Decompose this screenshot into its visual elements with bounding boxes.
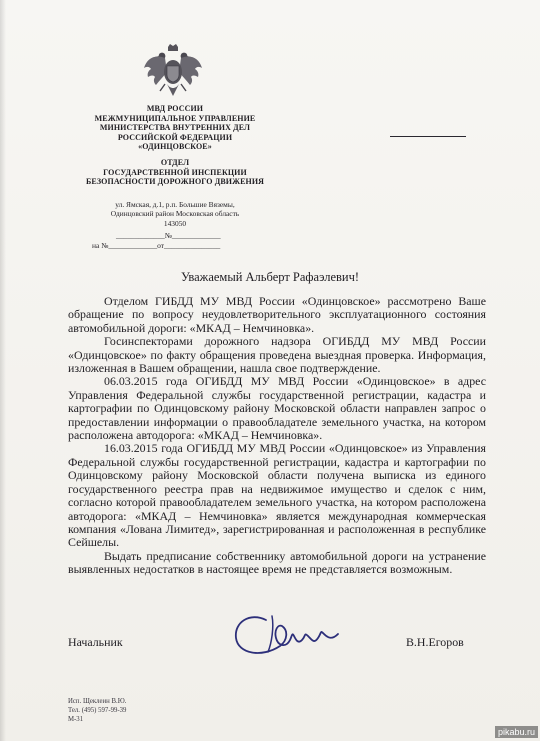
body-paragraph: 16.03.2015 года ОГИБДД МУ МВД России «Одинцовское» из Управления Федеральной службы государственной регистрации, кадастра и картографии по Одинцовскому району Московской области получена выписка из единого государственного реестра прав на недвижимое имущество и сделок с ним, согласно которой правообладателем земельного участка, на котором расположена автодорога: «МКАД – Немчиновка» является международная коммерческая компания «Лована Лимитед», зарегистрированная и расположенная в республике Сейшелы. (68, 441, 486, 550)
department-address (60, 200, 290, 228)
footer-line: Исп. Щеклеин В.Ю. (68, 698, 127, 705)
address-line: 143050 (163, 218, 187, 228)
signatory-title: Начальник (68, 635, 123, 649)
address-line: Одинцовский район Московская область (110, 209, 240, 219)
site-watermark: pikabu.ru (495, 726, 538, 738)
org-line: «ОДИНЦОВСКОЕ» (138, 142, 212, 152)
scan-edge-shadow (0, 0, 6, 741)
org-line: МВД РОССИИ (146, 104, 204, 113)
body-paragraph: Отделом ГИБДД МУ МВД России «Одинцовское» рассмотрено Ваше обращение по вопросу неудовлетворительного эксплуатационного состояния автомобильной дороги: «МКАД – Немчиновка». (68, 294, 486, 335)
dept-line: БЕЗОПАСНОСТИ ДОРОЖНОГО ДВИЖЕНИЯ (85, 177, 265, 187)
footer-line: М-31 (68, 716, 84, 723)
addressee-blank-line (390, 136, 466, 137)
address-line: ул. Ямская, д.1, р.п. Большие Вяземы, (115, 200, 235, 209)
letter-body (68, 295, 486, 577)
footer-line: Тел. (495) 597-99-39 (68, 707, 127, 714)
body-paragraph: Выдать предписание собственнику автомобильной дороги на устранение выявленных недостатков в настоящее время не представляется возможным. (68, 548, 486, 577)
handwritten-signature (228, 606, 368, 664)
signatory-name: В.Н.Егоров (406, 635, 464, 649)
org-line: РОССИЙСКОЙ ФЕДЕРАЦИИ (117, 132, 233, 142)
dept-line: ОТДЕЛ (160, 158, 190, 167)
org-line: МИНИСТЕРСТВА ВНУТРЕННИХ ДЕЛ (99, 123, 251, 133)
dept-line: ГОСУДАРСТВЕННОЙ ИНСПЕКЦИИ (103, 167, 247, 177)
executor-footer (68, 697, 126, 724)
incoming-reference: на №_____________от_______________ (92, 241, 221, 250)
outgoing-reference: _____________№_____________ (116, 231, 221, 240)
mvd-eagle-emblem-icon (143, 44, 203, 102)
org-line: МЕЖМУНИЦИПАЛЬНОЕ УПРАВЛЕНИЕ (94, 113, 256, 123)
body-paragraph: Госинспекторами дорожного надзора ОГИБДД МУ МВД России «Одинцовское» по факту обращения проведена выездная проверка. Информация, изложенная в Вашем обращении, нашла свое подтверждение. (68, 334, 486, 376)
body-paragraph: 06.03.2015 года ОГИБДД МУ МВД России «Одинцовское» в адрес Управления Федеральной службы государственной регистрации, кадастра и картографии по Одинцовскому району Московской области направлен запрос о предоставлении информации о правообладателе земельного участка, на котором расположена автодорога: «МКАД – Немчиновка». (68, 374, 486, 443)
salutation: Уважаемый Альберт Рафаэлевич! (180, 270, 360, 284)
department-header (60, 158, 290, 187)
organization-header (60, 104, 290, 152)
